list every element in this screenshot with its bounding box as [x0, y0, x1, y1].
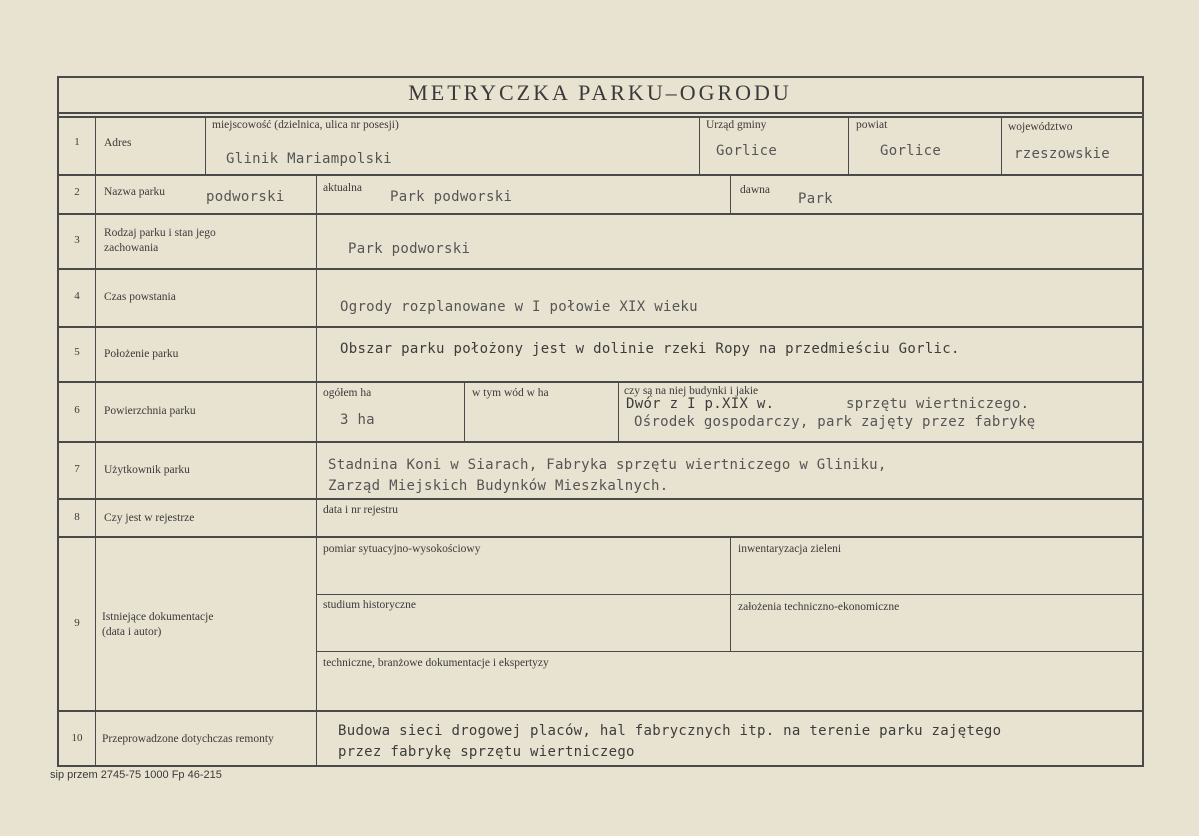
- dawna-label: dawna: [740, 184, 771, 196]
- inwentaryzacja-label: inwentaryzacja zieleni: [738, 543, 842, 555]
- nazwa-parku-label: Nazwa parku: [104, 186, 165, 198]
- row-number: 10: [71, 732, 83, 744]
- adres-label: Adres: [104, 137, 132, 149]
- subcell-divider: [316, 594, 1142, 595]
- techniczne-label: techniczne, branżowe dokumentacje i ekspertyzy: [323, 657, 549, 669]
- budynki-value-1: Dwór z I p.XIX w.: [626, 396, 775, 412]
- row-number: 2: [74, 186, 80, 198]
- rejestr-sub-label: data i nr rejestru: [323, 504, 399, 516]
- budynki-value-2: Ośrodek gospodarczy, park zajęty przez fabrykę: [634, 414, 1036, 430]
- row-number: 9: [74, 617, 80, 629]
- urzad-gminy-label: Urząd gminy: [706, 119, 767, 131]
- remonty-label: Przeprowadzone dotychczas remonty: [102, 733, 274, 745]
- row-number: 5: [74, 346, 80, 358]
- studium-label: studium historyczne: [323, 599, 416, 611]
- uzytkownik-label: Użytkownik parku: [104, 464, 190, 476]
- column-divider: [730, 174, 731, 213]
- dokumentacje-label-2: (data i autor): [102, 626, 162, 638]
- row-number: 6: [74, 404, 80, 416]
- column-divider: [730, 536, 731, 651]
- column-divider: [464, 381, 465, 441]
- nazwa-parku-value: podworski: [206, 189, 285, 205]
- print-footer: sip przem 2745-75 1000 Fp 46-215: [50, 769, 222, 781]
- miejscowosc-value: Glinik Mariampolski: [226, 151, 392, 167]
- row-number: 4: [74, 290, 80, 302]
- rodzaj-parku-label-1: Rodzaj parku i stan jego: [104, 227, 216, 239]
- row-divider: [57, 536, 1144, 538]
- row-divider: [57, 498, 1144, 500]
- column-divider: [1001, 116, 1002, 174]
- urzad-gminy-value: Gorlice: [716, 143, 778, 159]
- row-divider: [57, 441, 1144, 443]
- row-divider: [57, 268, 1144, 270]
- row-divider: [57, 213, 1144, 215]
- row-divider: [57, 381, 1144, 383]
- remonty-value-2: przez fabrykę sprzętu wiertniczego: [338, 744, 635, 760]
- dawna-value: Park: [798, 191, 833, 207]
- wojewodztwo-value: rzeszowskie: [1014, 146, 1111, 162]
- czas-powstania-value: Ogrody rozplanowane w I połowie XIX wieku: [340, 299, 698, 315]
- rodzaj-parku-label-2: zachowania: [104, 242, 159, 254]
- form-title: METRYCZKA PARKU–OGRODU: [408, 80, 792, 105]
- uzytkownik-value-1: Stadnina Koni w Siarach, Fabryka sprzętu wiertniczego w Gliniku,: [328, 457, 887, 473]
- czas-powstania-label: Czas powstania: [104, 291, 176, 303]
- subcell-divider: [316, 651, 1142, 652]
- dokumentacje-label-1: Istniejące dokumentacje: [102, 611, 214, 623]
- aktualna-value: Park podworski: [390, 189, 513, 205]
- polozenie-value: Obszar parku położony jest w dolinie rzeki Ropy na przedmieściu Gorlic.: [340, 341, 960, 357]
- ogolem-value: 3 ha: [340, 412, 375, 428]
- miejscowosc-label: miejscowość (dzielnica, ulica nr posesji): [212, 119, 399, 131]
- column-divider: [205, 116, 206, 174]
- ogolem-label: ogółem ha: [323, 387, 372, 399]
- column-divider: [699, 116, 700, 174]
- uzytkownik-value-2: Zarząd Miejskich Budynków Mieszkalnych.: [328, 478, 669, 494]
- column-divider: [848, 116, 849, 174]
- row-number: 7: [74, 463, 80, 475]
- powierzchnia-label: Powierzchnia parku: [104, 405, 196, 417]
- row-divider: [57, 112, 1144, 114]
- rodzaj-parku-value: Park podworski: [348, 241, 471, 257]
- column-divider: [618, 381, 619, 441]
- remonty-value-1: Budowa sieci drogowej placów, hal fabrycznych itp. na terenie parku zajętego: [338, 723, 1002, 739]
- row-number: 1: [74, 136, 80, 148]
- budynki-value-1b: sprzętu wiertniczego.: [846, 396, 1030, 412]
- powiat-label: powiat: [856, 119, 888, 131]
- aktualna-label: aktualna: [323, 182, 362, 194]
- row-divider: [57, 326, 1144, 328]
- wod-label: w tym wód w ha: [472, 387, 549, 399]
- rejestr-label: Czy jest w rejestrze: [104, 512, 195, 524]
- column-divider: [316, 174, 317, 767]
- row-number: 8: [74, 511, 80, 523]
- powiat-value: Gorlice: [880, 143, 942, 159]
- row-divider: [57, 174, 1144, 176]
- pomiar-label: pomiar sytuacyjno-wysokościowy: [323, 543, 481, 555]
- wojewodztwo-label: województwo: [1008, 121, 1073, 133]
- row-number: 3: [74, 234, 80, 246]
- budynki-label: czy są na niej budynki i jakie: [624, 385, 759, 397]
- column-divider: [95, 116, 96, 767]
- row-divider: [57, 710, 1144, 712]
- zalozenia-label: założenia techniczno-ekonomiczne: [738, 601, 900, 613]
- polozenie-label: Położenie parku: [104, 348, 179, 360]
